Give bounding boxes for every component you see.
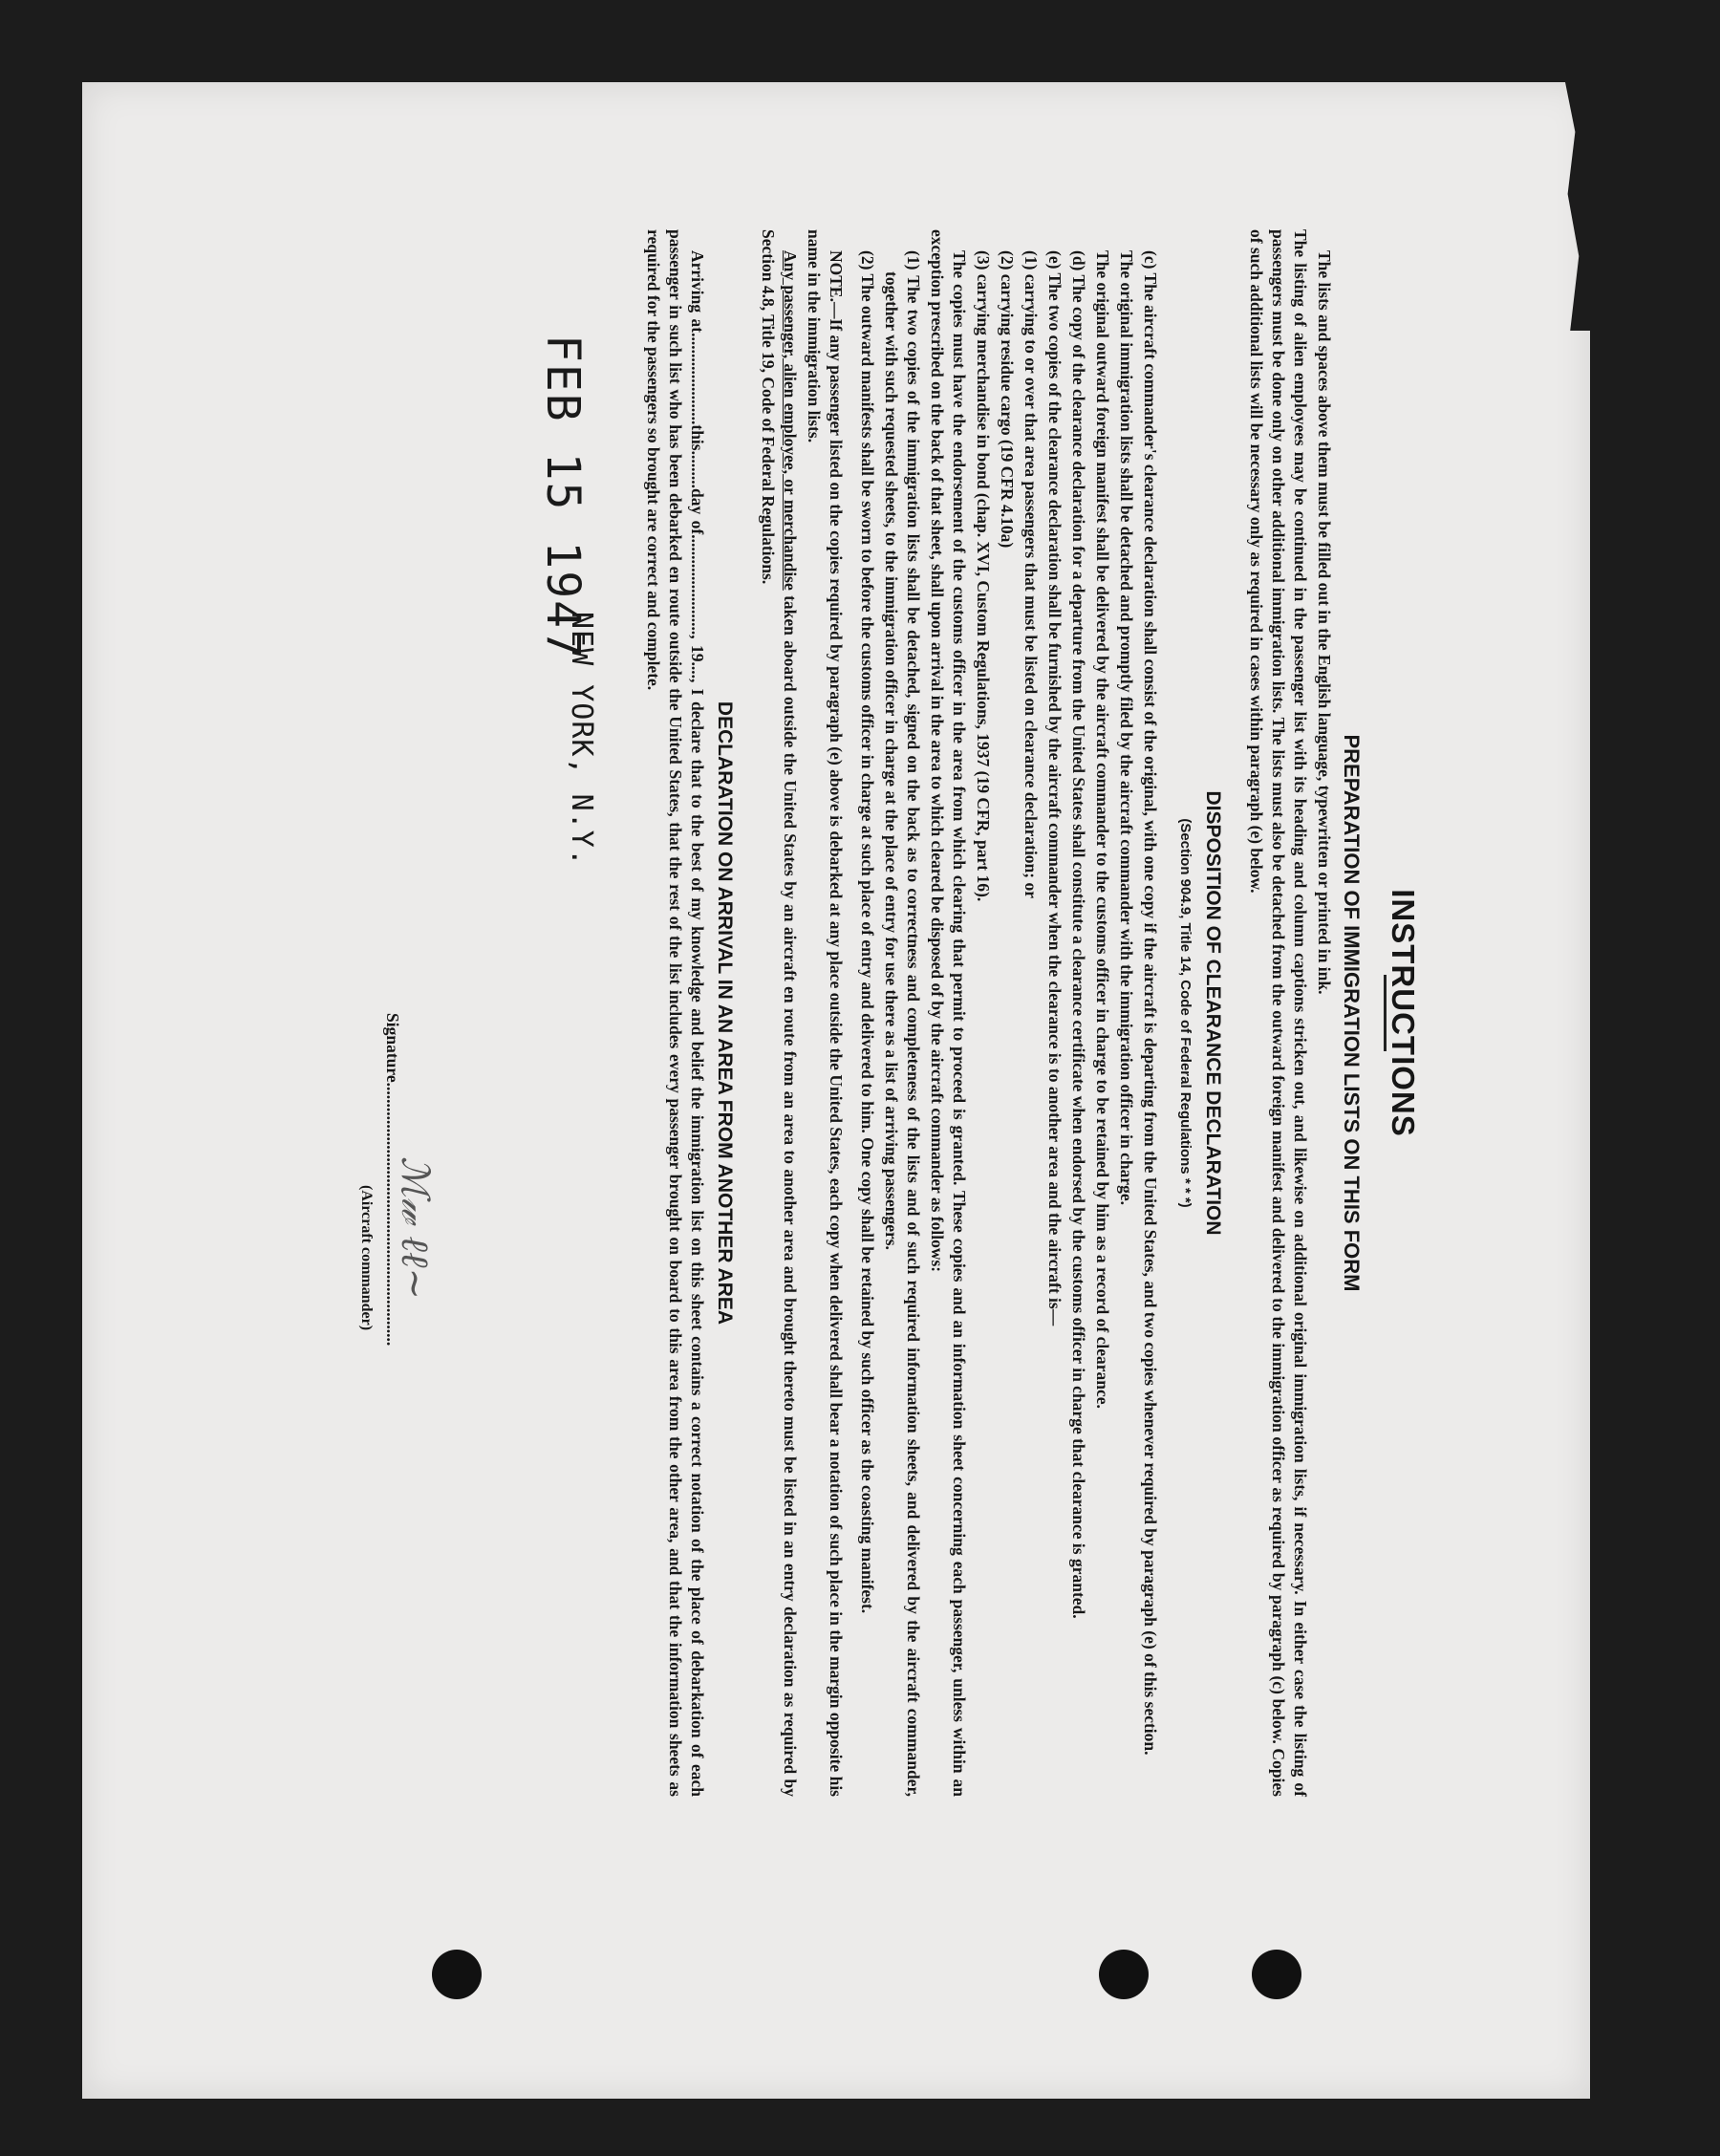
punch-hole-1 bbox=[1252, 1950, 1301, 1999]
para-c3: The original outward foreign manifest shall be delivered by the aircraft commander to the customs officer in charge to be retained by him as a record of clearance. bbox=[1093, 250, 1112, 1409]
handwritten-signature: ℳ𝓌 ℓℓ~ bbox=[393, 1156, 437, 1301]
para-c: (c) The aircraft commander's clearance declaration shall consist of the original, with one copy if the aircraft is departing from the United States, and two copies whenever required by paragraph (e) of this section. bbox=[1141, 250, 1160, 1756]
section2-title: DISPOSITION OF CLEARANCE DECLARATION bbox=[1202, 790, 1224, 1236]
section1-title: PREPARATION OF IMMIGRATION LISTS ON THIS FORM bbox=[1340, 734, 1364, 1292]
place-stamp: NEW YORK, N.Y. bbox=[565, 612, 598, 867]
para-e3: (3) carrying merchandise in bond (chap. XVI, Custom Regulations, 1937 (19 CFR, part 16). bbox=[974, 250, 993, 902]
para-f1: (1) The two copies of the immigration lists shall be detached, signed on the back as to correctness and completeness of the lists and of such required information sheets, and delivered by the aircraft commander, together with such requested sheets, to the immigration officer in charge at the place of entry for use there as a list of arriving passengers. bbox=[882, 250, 923, 1797]
para-e4: The copies must have the endorsement of the customs officer in the area from which clearing that permit to proceed is granted. These copies and an information sheet concerning each passenger, unless within an exception prescribed on the back of that sheet, shall upon arrival in the area to which cleared be disposed of by the aircraft commander as follows: bbox=[928, 229, 969, 1797]
section3-title: DECLARATION ON ARRIVAL IN AN AREA FROM ANOTHER AREA bbox=[714, 701, 736, 1326]
torn-edge bbox=[1565, 82, 1590, 331]
signature-line: Signature............................................................... bbox=[383, 1013, 402, 1347]
rotated-instructions bbox=[268, 229, 1421, 1797]
section2-subtitle: (Section 904.9, Title 14, Code of Federal Regulations * * *) bbox=[1177, 818, 1193, 1208]
note2-lead: Any passenger, alien employee, or merchandise bbox=[781, 250, 800, 591]
para-e1: (1) carrying to or over that area passengers that must be listed on clearance declaration; or bbox=[1021, 250, 1041, 899]
note2-para bbox=[757, 229, 801, 1797]
para-e: (e) The two copies of the clearance declaration shall be furnished by the aircraft commander when the clearance is to another area and the aircraft is— bbox=[1045, 250, 1064, 1326]
arriving-declaration: Arriving at......................this.........day of........................, 19...., I declare that to the best of my knowledge and belief the immigration list on this sheet contains a correct notation of the place of debarkation of each passenger in such list who has been debarked en route outside the United States, that the rest of the list includes every passenger brought on board to this area from the other area, and that the information sheets as required for the passengers so brought are correct and complete. bbox=[644, 229, 707, 1797]
date-stamp: FEB 15 1947 bbox=[536, 334, 590, 659]
section1-para1: The lists and spaces above them must be filled out in the English language, typewritten or printed in ink. bbox=[1315, 250, 1334, 995]
punch-hole-2 bbox=[1099, 1950, 1149, 1999]
main-title: INSTRUCTIONS bbox=[1386, 889, 1421, 1137]
note2-rest: taken aboard outside the United States by an aircraft en route from an area to another area and brought thereto must be listed in an entry declaration as required by Section 4.8, Title 19, Code of Federal Regulations. bbox=[759, 229, 800, 1797]
note-para: NOTE.—If any passenger listed on the copies required by paragraph (e) above is debarked at any place outside the United States, each copy when delivered shall bear a notation of such place in the margin opposite his name in the immigration lists. bbox=[805, 229, 846, 1797]
para-c2: The original immigration lists shall be detached and promptly filed by the aircraft commander with the immigration officer in charge. bbox=[1117, 250, 1136, 1206]
para-d: (d) The copy of the clearance declaration for a departure from the United States shall constitute a clearance certificate when endorsed by the customs officer in charge that clearance is granted. bbox=[1069, 250, 1088, 1619]
para-e2: (2) carrying residue cargo (19 CFR 4.10a) bbox=[998, 250, 1017, 549]
punch-hole-3 bbox=[432, 1950, 482, 1999]
section1-para2: The listing of alien employees may be continued in the passenger list with its heading and column captions stricken out, and likewise on additional original immigration lists, if necessary. In either case the listing of passengers must be done only on other additional immigration lists. The lists must also be detached from the outward foreign manifest and delivered to the immigration officer as required by paragraph (c) below. Copies of such additional lists will be necessary only as required in cases within paragraph (e) below. bbox=[1247, 229, 1310, 1797]
signature-role: (Aircraft commander) bbox=[358, 1185, 375, 1331]
para-f2: (2) The outward manifests shall be sworn to before the customs officer in charge at such place of entry and delivered to him. One copy shall be retained by such officer as the coasting manifest. bbox=[858, 250, 877, 1614]
